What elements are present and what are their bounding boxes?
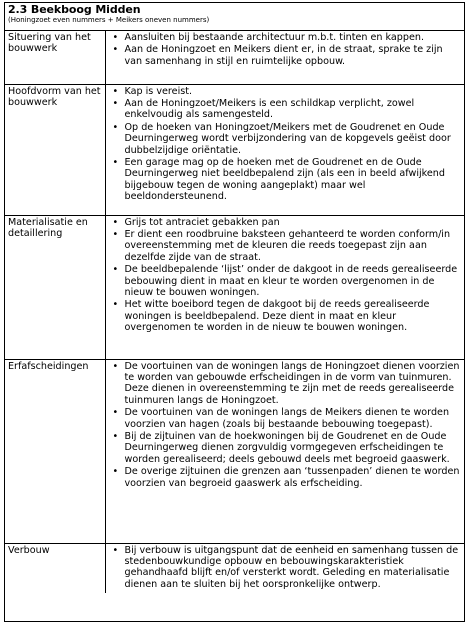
section-header — [5, 3, 464, 31]
table-row — [5, 543, 464, 593]
list-item: • De overige zijtuinen die grenzen aan ‘tussenpaden’ dienen te worden voorzien van begroeid gaaswerk als erfscheiding. — [106, 466, 463, 489]
table-row — [5, 215, 464, 359]
table-row — [5, 359, 464, 543]
list-item: • De voortuinen van de woningen langs de Honingzoet dienen voorzien te worden van gebouwde erfscheidingen in de vorm van tuinmuren. Deze dienen in overeenstemming te zijn met de reeds gerealiseerde tuinmuren langs de Honingzoet. — [106, 361, 463, 407]
list-item: • Bij verbouw is uitgangspunt dat de eenheid en samenhang tussen de stedenbouwkundige opbouw en bebouwingskarakteristiek gehandhaafd blijft en/of versterkt wordt. Geleding en materialisatie dienen aan te sluiten bij het oorspronkelijke ontwerp. — [106, 545, 463, 591]
row-content — [105, 359, 464, 543]
table-row — [5, 84, 464, 215]
document-table — [4, 2, 465, 622]
list-item: • Aan de Honingzoet en Meikers dient er, in de straat, sprake te zijn van samenhang in stijl en ruimtelijke opbouw. — [106, 44, 463, 67]
list-item: • Er dient een roodbruine baksteen gehanteerd te worden conform/in overeenstemming met de kleuren die reeds toegepast zijn aan dezelfde zijde van de straat. — [106, 229, 463, 263]
row-label: Hoofdvorm van het bouwwerk — [5, 84, 105, 215]
row-content — [105, 31, 464, 84]
bullet-list — [106, 360, 465, 492]
list-item: • De voortuinen van de woningen langs de Meikers dienen te worden voorzien van hagen (zoals bij bestaande bebouwing toegepast). — [106, 407, 463, 430]
list-item: • Op de hoeken van Honingzoet/Meikers met de Goudrenet en Oude Deurningerweg wordt verbijzondering van de kopgevels geëist door dubbelzijdige oriëntatie. — [106, 122, 463, 156]
row-content — [105, 215, 464, 359]
row-label: Erfafscheidingen — [5, 359, 105, 543]
list-item: • Het witte boeibord tegen de dakgoot bij de reeds gerealiseerde woningen is beeldbepalend. Deze dient in maat en kleur overgenomen te worden in de nieuw te bouwen woningen. — [106, 299, 463, 333]
row-content — [105, 543, 464, 593]
list-item: • Grijs tot antraciet gebakken pan — [106, 217, 463, 228]
section-subtitle: (Honingzoet even nummers + Meikers oneven nummers) — [8, 16, 210, 24]
row-label: Materialisatie en detaillering — [5, 215, 105, 359]
section-title: 2.3 Beekboog Midden — [8, 3, 141, 16]
list-item: • Bij de zijtuinen van de hoekwoningen bij de Goudrenet en de Oude Deurningerweg dienen zorgvuldig vormgegeven erfscheidingen te worden gerealiseerd; deels gebouwd deels met begroeid gaaswerk. — [106, 431, 463, 465]
row-label: Verbouw — [5, 543, 105, 593]
row-content — [105, 84, 464, 215]
list-item: • Aansluiten bij bestaande architectuur m.b.t. tinten en kappen. — [106, 32, 463, 43]
requirements-table — [5, 31, 464, 593]
bullet-list — [106, 31, 465, 70]
bullet-list — [106, 85, 465, 206]
bullet-list — [106, 544, 465, 594]
list-item: • Kap is vereist. — [106, 86, 463, 97]
list-item: • De beeldbepalende ‘lijst’ onder de dakgoot in de reeds gerealiseerde bebouwing dient in maat en kleur te worden overgenomen in de nieuw te bouwen woningen. — [106, 264, 463, 298]
list-item: • Aan de Honingzoet/Meikers is een schildkap verplicht, zowel enkelvoudig als samengesteld. — [106, 98, 463, 121]
list-item: • Een garage mag op de hoeken met de Goudrenet en de Oude Deurningerweg niet beeldbepalend zijn (als een in beeld afwijkend bijgebouw tegen de woning aangeplakt) maar wel beeldondersteunend. — [106, 157, 463, 203]
table-row — [5, 31, 464, 84]
row-label: Situering van het bouwwerk — [5, 31, 105, 84]
bullet-list — [106, 216, 465, 337]
